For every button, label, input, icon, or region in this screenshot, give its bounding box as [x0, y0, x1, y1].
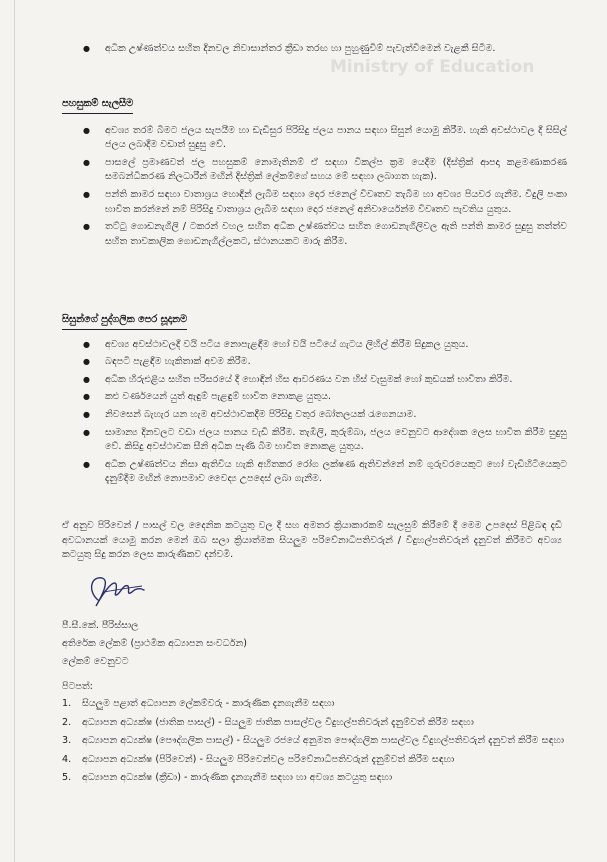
- signature-image: [84, 570, 154, 618]
- list-item: ● අවශ්‍ය අවස්ථාවලදී වයි පටිය නොපැළඳීම හෝ වයි පටියේ ගැටය ලිහිල් කිරීම සිදුකල යුතුය.: [62, 338, 567, 353]
- section-facilities: [62, 97, 567, 249]
- copies-label: පිටපත්:: [62, 681, 93, 692]
- list-item: ● පාසලේ ප්‍රමාණවත් ජල පහසුකම් නොමැතිනම් ඒ සඳහා විකල්ප ක්‍රම යෙදීම (දිස්ත්‍රික් ආපදා කළමණාකරණ සමබන්ධීකරණ නිලධාරීන් මඟින් දිස්ත්‍රික් ලේකම්ගේ සහය මේ සඳහා ලබාගත හැක).: [62, 156, 567, 185]
- copy-number: 3.: [62, 735, 72, 747]
- closing-paragraph: ඒ අනුව පිරිවෙන් / පාසල් වල දෛනික කටයුතු වල දී සහ අමතර ක්‍රියාකාරකම් සැලසුම් කිරීමේ දී මෙම උපදෙස් පිළිබඳ දැඩි අවධානයක් යොමු කරන මෙන් ඔබ සලා ක්‍රියාත්මක සියලුම පරිවේනාධිපතිවරුන් / විදුහල්පතිවරුන් දැනුවත් කිරීමට අවශ්‍ය කටයුතු සිදු කරන ලෙස කාරුණිකව දන්වමි.: [62, 520, 562, 561]
- list-item: ● සාමාන්‍ය දිනවලට වඩා ජලය පානය වැඩි කිරීම. තැඹිලි, කුරුම්බා, ජලය වෙනුවට ආදේශක ලෙස භාවිත කිරීම සුදුසු වේ. කිසිදු අවස්ථාවක සීනි අධික පැණි බීම භාවිත නොකළ යුතුය.: [62, 426, 567, 455]
- signer-block: [62, 617, 247, 671]
- copies-list: [62, 697, 572, 786]
- list-item: ● පන්ති කාමර සඳහා වාතාශ්‍රය හොඳින් ලැබීම සඳහා දොර ජනෙල් විවෘතව තැබීම හා අවශ්‍ය පියවර ගැනීම. විදුලි පංකා භාවිත කරන්නේ නම් පිරිසිදු වාතාශ්‍රය ලැබීම සඳහා දොර ජනෙල් අනිවාර්යෙන්ම විවෘතව පැවතිය යුතුය.: [62, 188, 567, 217]
- copy-text: අධ්‍යාපන අධ්‍යක්ෂ (පිරිවෙන්) - සියලුම පිරිවෙන්වල පරිවේනාධිපතිවරුන් දැනුම්වත් කිරීම සඳහා: [82, 753, 455, 765]
- list-item: ● නිවසෙන් බැහැර යන හැම අවස්ථාවකදීම පිරිසිදු වතුර බෝතලයක් රැගෙනයාම.: [62, 408, 567, 423]
- copy-number: 4.: [62, 753, 72, 765]
- section-heading: සිසුන්ගේ පුද්ගලික පෙර සූදානම: [62, 313, 187, 330]
- copy-number: 1.: [62, 698, 72, 709]
- section-heading: පහසුකම් සැලසීම: [62, 97, 133, 114]
- signer-title: අතිරේක ලේකම් (ප්‍රාථමික අධ්‍යාපන සංවර්ධන): [62, 638, 248, 649]
- copy-item: [62, 697, 572, 712]
- facilities-list: [62, 124, 567, 250]
- list-item: ● තට්ටු ගොඩනැගිලි / ටකරන් වහල සහිත අධික උෂ්ණත්වය සහිත ගොඩනැගිලිවල ඇති පන්ති කාමර සුදුසු තත්ත්ව සහිත තාවකාලික ගොඩනැගිල්ලකට, ස්ථානයකට මාරු කිරීම.: [62, 220, 567, 249]
- signature-scribble: [84, 570, 154, 612]
- signer-on-behalf: ලේකම් වෙනුවට: [62, 656, 129, 667]
- list-item: ● අධික උෂ්ණත්වය නිසා ඇතිවිය හැකි අහිතකර රෝග ලක්ෂණ ඇතිවන්නේ නම් ගුරුවරයෙකුට හෝ වැඩිහිටියෙකුට දැනුම්දීම මඟින් නොපමාව වෛද්‍ය උපදෙස් ලබා ගැනීම.: [62, 458, 567, 487]
- copy-item: [62, 734, 572, 749]
- copy-item: [62, 771, 572, 786]
- list-item: ● අවශ්‍ය තරම් බීමට ජලය සැපයීම හා ඩැඩිසුර පිරිසිදු ජලය පානය සඳහා සිසුන් යොමු කිරීම. හැකි අවස්ථාවල දී සිසිල් ජලය ලබාදීම වඩාත් සුදුසු වේ.: [62, 124, 567, 153]
- bleed-through-text: Ministry of Education: [330, 57, 535, 77]
- list-item: ● අධික උෂ්ණත්වය සහිත දිනවල නිවාසාන්තර ක්‍රීඩා තරඟ හා පුහුණුවීම් පැවැත්වීමෙන් වැළකී සිටීම.: [62, 42, 567, 57]
- personal-list: [62, 338, 567, 487]
- list-item: ● බඳපටි පැළඳීම හැකිතාක් අවම කිරීම.: [62, 355, 567, 370]
- copy-number: 5.: [62, 772, 72, 784]
- copy-item: [62, 716, 572, 731]
- copy-text: සියලුම පළාත් අධ්‍යාපන ලේකම්වරු - කාරුණික දැනගැනීම සඳහා: [82, 698, 335, 709]
- section-personal-preparation: [62, 313, 567, 487]
- copy-text: අධ්‍යාපන අධ්‍යක්ෂ (පෞද්ගලික පාසල්) - සියලුම රජයේ අනුමත පෞද්ගලික පාසල්වල විදුහල්පතිවරුන් දැනුවත් කිරීම සඳහා: [82, 735, 565, 747]
- copy-number: 2.: [62, 716, 72, 728]
- copy-item: [62, 753, 572, 768]
- continued-bullet-section: [62, 42, 567, 57]
- list-item: ● අධික හිරුඑළිය සහිත පරිසරයේ දී හොඳින් හිස ආවරණය වන හිස් වැසුමක් හෝ කුඩයක් භාවිතා කිරීම.: [62, 373, 567, 388]
- signer-name: පී.සී.කේ. පීරිස්සාල: [62, 620, 139, 631]
- copy-text: අධ්‍යාපන අධ්‍යක්ෂ (ජාතික පාසල්) - සියලුම ජාතික පාසල්වල විදුහල්පතිවරුන් දැනුම්වත් කිරීම සඳහා: [82, 716, 474, 728]
- copy-text: අධ්‍යාපන අධ්‍යක්ෂ (ක්‍රීඩා) - කාරුණික දැනගැනීම සඳහා හා අවශ්‍ය කටයුතු සඳහා: [82, 772, 393, 784]
- list-item: ● කළු වර්ණයෙන් යුත් ඇඳුම් පැළඳුම් භාවිත නොකළ යුතුය.: [62, 390, 567, 405]
